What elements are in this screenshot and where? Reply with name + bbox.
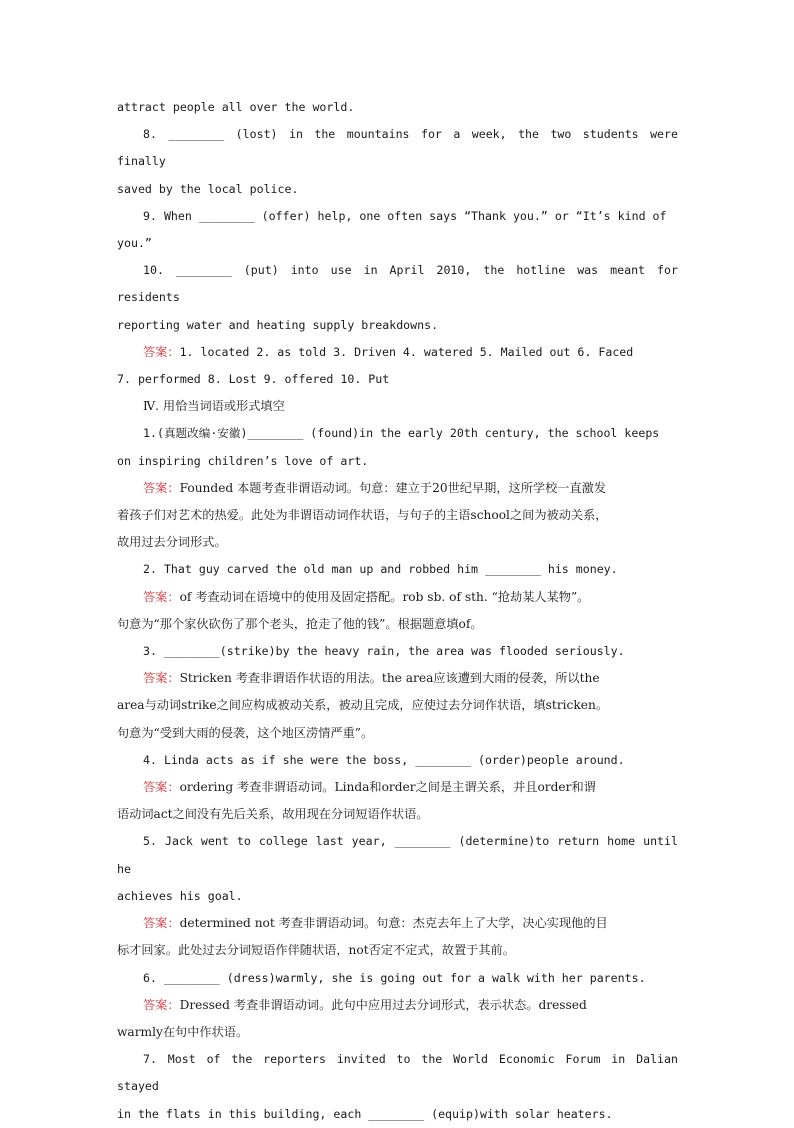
answer-text: 句意为“受到大雨的侵袭，这个地区涝情严重”。 [117,725,374,740]
answer-text: Dressed 考查非谓语动词。此句中应用过去分词形式，表示状态。dressed [179,997,587,1012]
text-line: in the flats in this building, each ________ (equip)with solar heaters. [117,1106,613,1121]
question-5: 5. Jack went to college last year, ________ (determine)to return home until he [117,834,678,876]
text-line: saved by the local police. [117,181,299,196]
answer-label: 答案： [143,344,180,359]
answer-block-2 [117,475,678,502]
answer-label: 答案： [143,916,180,931]
answer-text: 句意为“那个家伙砍伤了那个老头，抢走了他的钱”。根据题意填of。 [117,616,483,631]
question-3: 3. ________(strike)by the heavy rain, the area was flooded seriously. [143,644,625,659]
answer-text: Stricken 考查非谓语作状语的用法。the area应该遭到大雨的侵袭，所以the [179,671,600,686]
answer-block-5 [117,774,678,801]
answer-label: 答案： [143,589,180,604]
answer-block-3 [117,584,678,611]
question-6: 6. ________ (dress)warmly, she is going out for a walk with her parents. [143,970,646,985]
answer-block-7 [117,992,678,1019]
section-heading: Ⅳ. 用恰当词语或形式填空 [143,399,285,414]
document-page [117,94,678,1128]
answer-text: ordering 考查非谓语动词。Linda和order之间是主谓关系，并且order和谓 [179,780,596,795]
question-4: 4. Linda acts as if she were the boss, ________ (order)people around. [143,752,625,767]
answer-text: of 考查动词在语境中的使用及固定搭配。rob sb. of sth. “抢劫某人某物”。 [179,589,590,604]
answer-block-6 [117,910,678,937]
answer-text: 语动词act之间没有先后关系，故用现在分词短语作状语。 [117,807,429,822]
answer-label: 答案： [143,480,180,495]
answer-label: 答案： [143,780,180,795]
question-7: 7. Most of the reporters invited to the World Economic Forum in Dalian stayed [117,1052,678,1094]
answer-text: determined not 考查非谓语动词。句意：杰克去年上了大学，决心实现他的目 [179,916,608,931]
answer-text: area与动词strike之间应构成被动关系，被动且完成，应使过去分词作状语，填stricken。 [117,698,609,713]
question-2: 2. That guy carved the old man up and robbed him ________ his money. [143,562,618,577]
answer-label: 答案： [143,671,180,686]
answer-block-4 [117,665,678,692]
answer-block-1 [117,339,678,366]
text-line: you.” [117,236,152,251]
answer-text: 着孩子们对艺术的热爱。此处为非谓语动词作状语，与句子的主语school之间为被动关系， [117,508,608,523]
text-line: achieves his goal. [117,888,243,903]
answer-text: 标才回家。此处过去分词短语作伴随状语，not否定不定式，故置于其前。 [117,943,515,958]
answer-label: 答案： [143,997,180,1012]
answer-text: Founded 本题考查非谓语动词。句意：建立于20世纪早期，这所学校一直激发 [179,480,607,495]
answer-text: 7. performed 8. Lost 9. offered 10. Put [117,372,390,387]
answer-text: 1. located 2. as told 3. Driven 4. watered 5. Mailed out 6. Faced [179,344,634,359]
question-1: 1.(真题改编·安徽)________ (found)in the early 20th century, the school keeps [143,426,660,441]
answer-text: warmly在句中作状语。 [117,1024,249,1039]
question-10: 10. ________ (put) into use in April 2010, the hotline was meant for residents [117,263,678,305]
text-line: attract people all over the world. [117,100,355,114]
text-line: on inspiring children’s love of art. [117,453,369,468]
text-line: reporting water and heating supply breakdowns. [117,317,439,332]
answer-text: 故用过去分词形式。 [117,535,227,550]
question-8: 8. ________ (lost) in the mountains for a week, the two students were finally [117,127,678,169]
question-9: 9. When ________ (offer) help, one often says “Thank you.” or “It’s kind of [143,208,667,223]
